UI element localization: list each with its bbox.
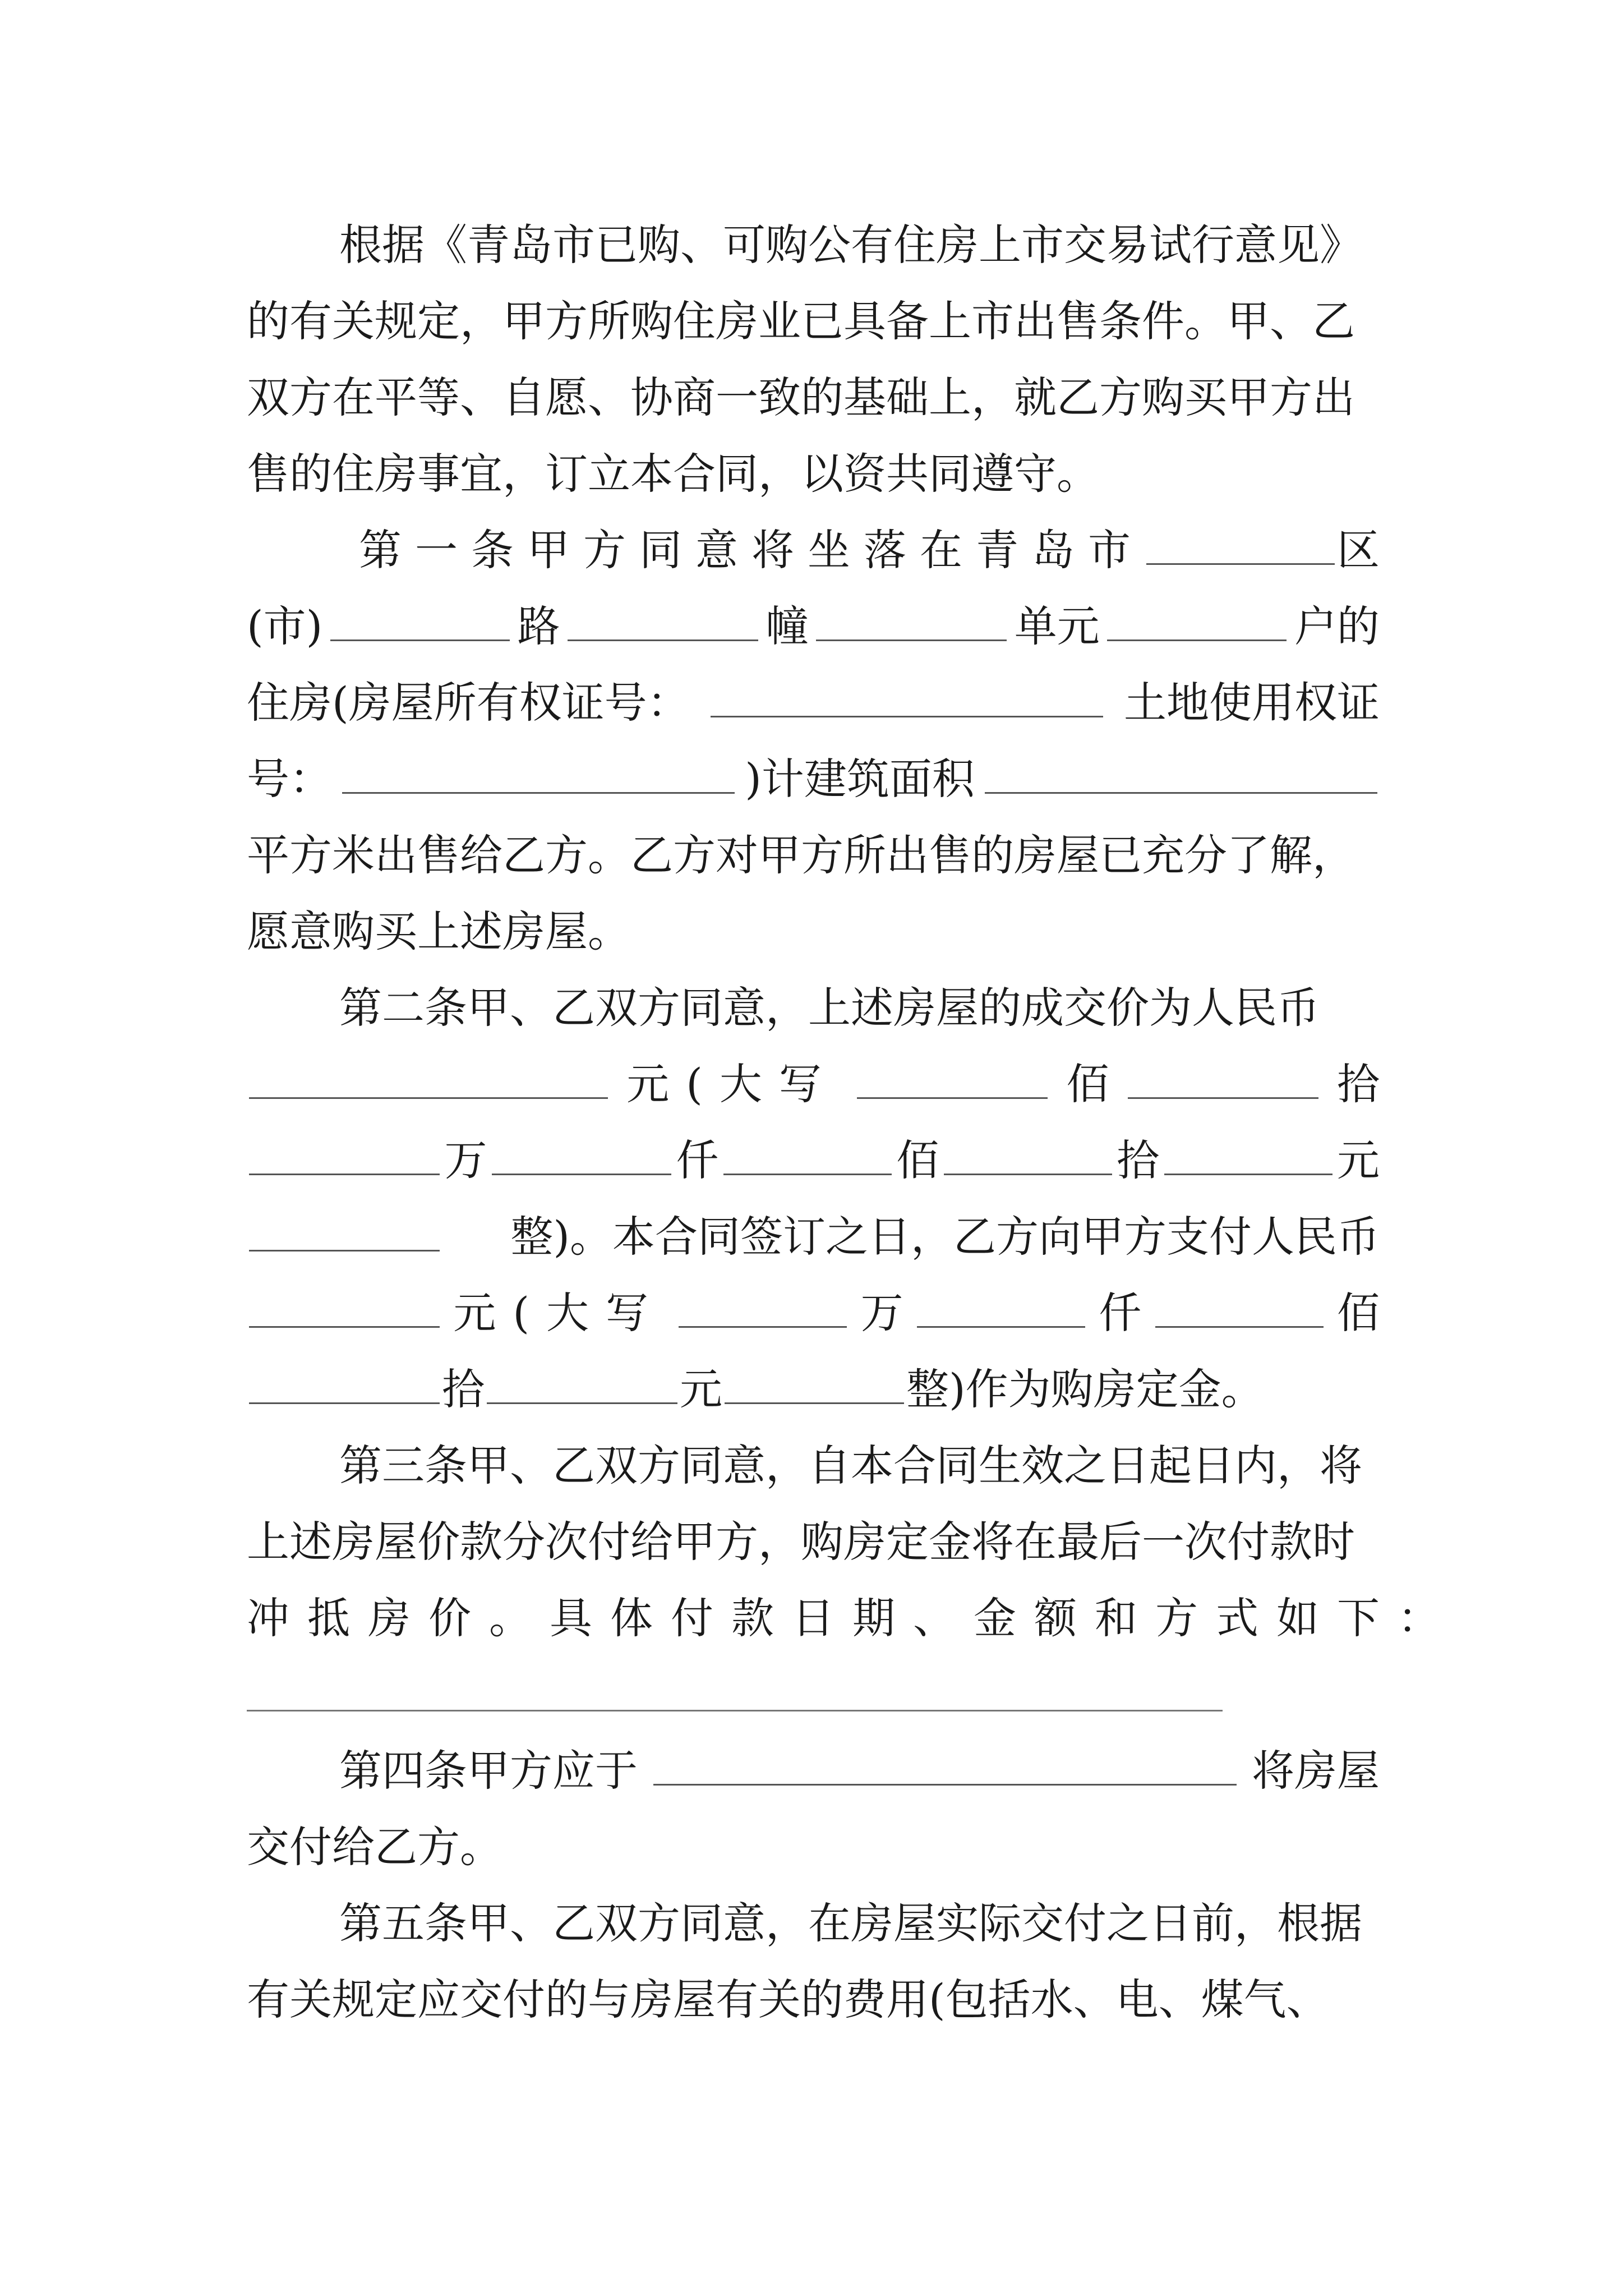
article3-line-3: [247, 1588, 1458, 1649]
price-yuan-label: 元(大写: [626, 1059, 838, 1109]
price-wan-blank[interactable]: [249, 1139, 440, 1175]
intro-text-4: 售的住房事宜，订立本合同，以资共同遵守。: [247, 449, 1099, 499]
article5-heading: 第五条甲、乙双方同意，在房屋实际交付之日前，根据: [339, 1898, 1362, 1948]
article1-text-6: 愿意购买上述房屋。: [247, 907, 630, 956]
building-blank[interactable]: [816, 605, 1007, 641]
land-cert-blank[interactable]: [342, 757, 735, 794]
price-shi-blank[interactable]: [1128, 1062, 1318, 1099]
article2-line-1: [339, 977, 1380, 1039]
article4-line-1: [339, 1740, 1380, 1802]
deposit-qian-blank[interactable]: [917, 1291, 1085, 1328]
ownership-cert-label: 住房(房屋所有权证号：: [247, 678, 690, 728]
article3-text-2: 上述房屋价款分次付给甲方，购房定金将在最后一次付款时: [247, 1517, 1355, 1567]
deposit-yuan-label: 元(大写: [453, 1288, 665, 1338]
deposit-zheng-blank[interactable]: [725, 1368, 904, 1404]
intro-text-1: 根据《青岛市已购、可购公有住房上市交易试行意见》: [339, 220, 1362, 270]
article2-line-4: [247, 1206, 1380, 1268]
article3-text-3: 冲抵房价。具体付款日期、金额和方式如下：: [247, 1593, 1458, 1643]
price-qian-label: 仟: [676, 1135, 719, 1185]
article1-line-5: [247, 825, 1380, 886]
article5-line-2: [247, 1969, 1380, 2031]
price-bai-blank[interactable]: [857, 1062, 1048, 1099]
intro-line-2: [247, 291, 1380, 352]
deposit-wan-blank[interactable]: [679, 1291, 847, 1328]
price-shi-label: 拾: [1336, 1059, 1380, 1109]
household-label: 户的: [1294, 601, 1380, 651]
road-label: 路: [517, 601, 560, 651]
unit-label: 单元: [1014, 601, 1100, 651]
delivery-date-blank[interactable]: [653, 1749, 1237, 1786]
price-yuan2-label: 元: [1336, 1135, 1380, 1185]
district-blank[interactable]: [1146, 528, 1335, 565]
article1-line-6: [247, 901, 1380, 963]
deposit-yuan2-blank[interactable]: [487, 1368, 677, 1404]
payment-details-blank[interactable]: [247, 1710, 1223, 1711]
intro-text-2: 的有关规定，甲方所购住房业已具备上市出售条件。甲、乙: [247, 296, 1355, 346]
deposit-shi-blank[interactable]: [249, 1368, 440, 1404]
deposit-wan-label: 万: [860, 1288, 903, 1338]
price-shi2-label: 拾: [1117, 1135, 1160, 1185]
deposit-blank[interactable]: [249, 1291, 440, 1328]
ownership-cert-blank[interactable]: [711, 681, 1103, 717]
price-wan-label: 万: [444, 1135, 487, 1185]
deposit-yuan2-label: 元: [680, 1364, 722, 1414]
deposit-bai-label: 佰: [1336, 1288, 1380, 1338]
area-label: )计建筑面积: [745, 754, 975, 804]
price-yuan2-blank[interactable]: [1164, 1139, 1332, 1175]
article1-line-2: [247, 596, 1380, 657]
road-blank[interactable]: [568, 605, 758, 641]
intro-text-3: 双方在平等、自愿、协商一致的基础上，就乙方购买甲方出: [247, 372, 1355, 422]
deposit-text: 整)。本合同签订之日，乙方向甲方支付人民币: [510, 1212, 1380, 1262]
article1-heading: 第一条甲方同意将坐落在青岛市: [359, 525, 1144, 575]
deposit-qian-label: 仟: [1099, 1288, 1142, 1338]
article5-text-2: 有关规定应交付的与房屋有关的费用(包括水、电、煤气、: [247, 1975, 1329, 2024]
intro-line-3: [247, 367, 1380, 429]
price-qian-blank[interactable]: [492, 1139, 671, 1175]
article3-line-1: [339, 1435, 1380, 1497]
article2-heading: 第二条甲、乙双方同意，上述房屋的成交价为人民币: [339, 983, 1320, 1033]
deposit-bai-blank[interactable]: [1155, 1291, 1324, 1328]
price-bai2-blank[interactable]: [723, 1139, 892, 1175]
article3-heading: 第三条甲、乙双方同意，自本合同生效之日起日内，将: [339, 1441, 1362, 1490]
price-zheng-blank[interactable]: [249, 1215, 440, 1251]
article1-line-3: [247, 672, 1380, 734]
intro-line-1: [339, 214, 1380, 276]
price-shi2-blank[interactable]: [944, 1139, 1112, 1175]
article3-line-2: [247, 1511, 1380, 1573]
land-cert-number-label: 号：: [247, 754, 332, 804]
deposit-shi-label: 拾: [442, 1364, 485, 1414]
article4-line-2: [247, 1816, 1380, 1878]
intro-line-4: [247, 443, 1380, 505]
area-blank[interactable]: [985, 757, 1377, 794]
article1-line-1: [359, 519, 1380, 581]
article4-end: 将房屋: [1252, 1746, 1380, 1796]
price-bai2-label: 佰: [896, 1135, 939, 1185]
article2-line-5: [247, 1282, 1380, 1344]
article4-text-2: 交付给乙方。: [247, 1822, 502, 1872]
article1-line-4: [247, 748, 1380, 810]
city-blank[interactable]: [330, 605, 510, 641]
article4-heading: 第四条甲方应于: [339, 1746, 638, 1796]
article5-line-1: [339, 1893, 1380, 1954]
deposit-end-text: 整)作为购房定金。: [906, 1364, 1264, 1414]
city-label: (市): [247, 601, 323, 651]
article1-text-5: 平方米出售给乙方。乙方对甲方所出售的房屋已充分了解，: [247, 830, 1355, 880]
article2-line-2: [247, 1053, 1380, 1115]
article2-line-6: [247, 1359, 1380, 1420]
price-bai-label: 佰: [1066, 1059, 1109, 1109]
unit-blank[interactable]: [1107, 605, 1287, 641]
district-label: 区: [1337, 525, 1380, 575]
article2-line-3: [247, 1130, 1380, 1191]
building-label: 幢: [766, 601, 809, 651]
land-cert-label: 土地使用权证: [1124, 678, 1380, 728]
price-blank[interactable]: [249, 1062, 608, 1099]
